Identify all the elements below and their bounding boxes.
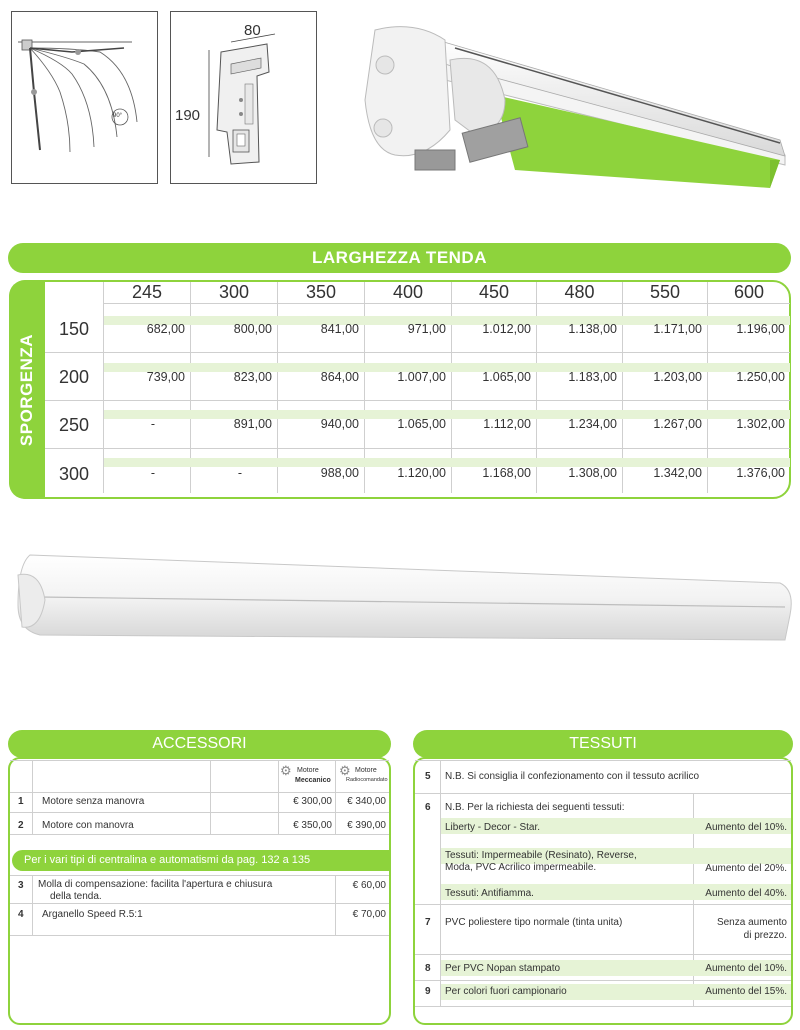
sporgenza-label: SPORGENZA: [17, 333, 36, 447]
table-title: LARGHEZZA TENDA: [8, 243, 791, 273]
price-cell: 891,00: [233, 417, 272, 431]
note-text: Per PVC Nopan stampato: [445, 963, 561, 974]
item-label: Motore con manovra: [42, 820, 134, 831]
price-cell: 1.168,00: [482, 466, 531, 480]
price-cell: 1.183,00: [568, 370, 617, 384]
price-cell: 864,00: [320, 370, 359, 384]
bracket-diagram: [170, 11, 317, 184]
bracket-height-label: 190: [175, 107, 201, 124]
price-cell: 739,00: [146, 370, 185, 384]
item-label: Molla di compensazione: facilita l'apertura e chiusura: [38, 879, 273, 890]
item-number: 2: [18, 820, 24, 831]
price-cell: 988,00: [320, 466, 359, 480]
price-cell: 1.234,00: [568, 417, 617, 431]
sporgenza-tab: [9, 280, 45, 499]
price-cell: 1.138,00: [568, 322, 617, 336]
note-text: PVC poliestere tipo normale (tinta unita): [445, 917, 623, 928]
price-cell: 1.267,00: [653, 417, 702, 431]
bracket-width-label: 80: [244, 22, 261, 39]
item-price: € 70,00: [352, 909, 386, 920]
angle-label: 90°: [113, 113, 123, 119]
tessuti-table: [415, 760, 791, 1010]
automation-banner: [12, 850, 389, 871]
note-value: Senza aumento: [716, 917, 787, 928]
item-label: Motore senza manovra: [42, 796, 145, 807]
column-header: 480: [536, 282, 622, 304]
price-cell: 1.342,00: [653, 466, 702, 480]
tessuti-title: TESSUTI: [413, 730, 793, 758]
note-text: N.B. Si consiglia il confezionamento con il tessuto acrilico: [445, 771, 700, 782]
note-value-cont: di prezzo.: [743, 930, 787, 941]
item-price: € 60,00: [352, 880, 386, 891]
mech-header-line2: Meccanico: [295, 777, 331, 784]
awning-closed-drawing: [10, 545, 795, 660]
column-header: 245: [103, 282, 190, 304]
price-cell: 1.007,00: [397, 370, 446, 384]
note-value: Aumento del 10%.: [705, 963, 787, 974]
item-number: 1: [18, 796, 24, 807]
price-cell: 1.120,00: [397, 466, 446, 480]
gear-icon: ⚙: [280, 763, 292, 778]
price-cell: 1.112,00: [483, 417, 531, 431]
fabric-increase: Aumento del 20%.: [705, 863, 787, 874]
note-number: 6: [425, 802, 431, 813]
item-number: 4: [18, 909, 24, 920]
price-table: [45, 282, 790, 497]
accessori-table: [10, 760, 389, 935]
price-cell: 1.065,00: [482, 370, 531, 384]
column-header: 450: [451, 282, 536, 304]
price-cell: 1.196,00: [736, 322, 785, 336]
row-label: 200: [58, 367, 90, 387]
price-cell: -: [150, 417, 155, 431]
price-cell: -: [150, 466, 155, 480]
price-cell: 1.065,00: [397, 417, 446, 431]
price-cell: 1.308,00: [568, 466, 617, 480]
item-price-mech: € 300,00: [293, 796, 332, 807]
price-cell: 971,00: [407, 322, 446, 336]
note-number: 8: [425, 963, 431, 974]
awning-open-image: [355, 10, 795, 200]
item-label-cont: della tenda.: [50, 891, 102, 902]
mech-header-line1: Motore: [297, 767, 319, 774]
price-cell: -: [237, 466, 242, 480]
fabric-group-cont: Moda, PVC Acrilico impermeabile.: [445, 862, 597, 873]
column-header: 400: [364, 282, 451, 304]
note-text: Per colori fuori campionario: [445, 986, 567, 997]
row-label: 150: [58, 319, 90, 339]
price-cell: 1.012,00: [482, 322, 531, 336]
arm-profile-drawing: [12, 12, 159, 185]
price-cell: 1.171,00: [653, 322, 702, 336]
note-value: Aumento del 15%.: [705, 986, 787, 997]
item-price-mech: € 350,00: [293, 820, 332, 831]
note-text: N.B. Per la richiesta dei seguenti tessuti:: [445, 802, 625, 813]
column-header: 350: [277, 282, 364, 304]
awning-closed-image: [10, 545, 795, 660]
note-number: 5: [425, 771, 431, 782]
accessori-title: ACCESSORI: [8, 730, 391, 758]
price-cell: 800,00: [233, 322, 272, 336]
arm-profile-diagram: [11, 11, 158, 184]
note-number: 9: [425, 986, 431, 997]
item-price-radio: € 340,00: [347, 796, 386, 807]
price-cell: 841,00: [320, 322, 359, 336]
price-cell: 1.250,00: [736, 370, 785, 384]
radio-header-line1: Motore: [355, 767, 377, 774]
price-cell: 1.302,00: [736, 417, 785, 431]
radio-gear-icon: ⚙: [339, 763, 351, 778]
fabric-group: Tessuti: Impermeabile (Resinato), Reverse,: [445, 850, 637, 861]
row-label: 250: [58, 415, 90, 435]
fabric-group: Liberty - Decor - Star.: [445, 822, 541, 833]
price-cell: 1.376,00: [736, 466, 785, 480]
automation-banner-text: Per i vari tipi di centralina e automatismi da pag. 132 a 135: [24, 854, 311, 866]
awning-open-drawing: [355, 10, 795, 200]
item-number: 3: [18, 880, 24, 891]
fabric-increase: Aumento del 10%.: [705, 822, 787, 833]
radio-header-line2: Radiocomandato: [346, 777, 388, 783]
fabric-group: Tessuti: Antifiamma.: [445, 888, 534, 899]
price-cell: 940,00: [320, 417, 359, 431]
item-label: Arganello Speed R.5:1: [42, 909, 143, 920]
row-label: 300: [58, 464, 90, 484]
item-price-radio: € 390,00: [347, 820, 386, 831]
column-header: 300: [190, 282, 277, 304]
column-header: 550: [622, 282, 707, 304]
fabric-increase: Aumento del 40%.: [705, 888, 787, 899]
column-header: 600: [707, 282, 790, 304]
price-cell: 1.203,00: [653, 370, 702, 384]
price-cell: 682,00: [146, 322, 185, 336]
price-cell: 823,00: [233, 370, 272, 384]
note-number: 7: [425, 917, 431, 928]
